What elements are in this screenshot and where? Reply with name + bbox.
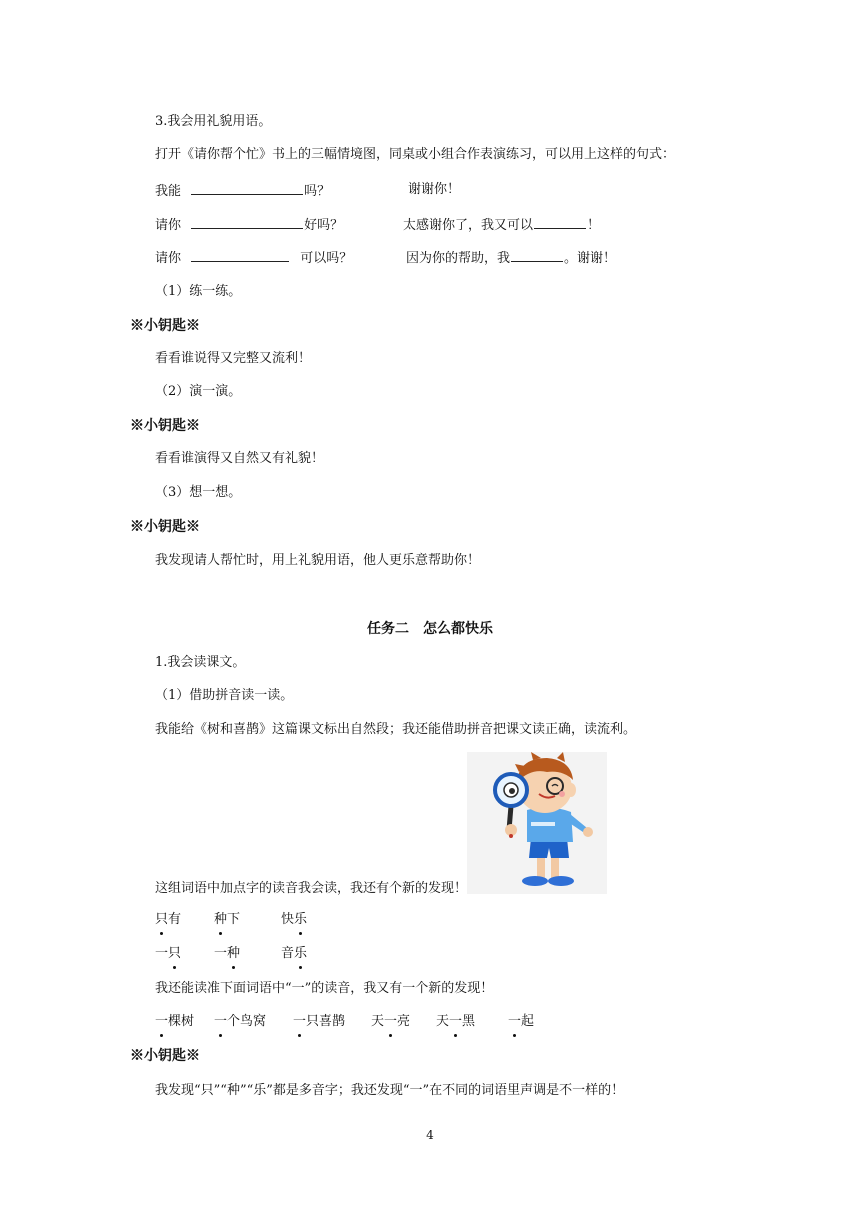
word-rest: 亮 [397, 1014, 411, 1029]
word-rest: 快 [281, 912, 295, 927]
sentence-pattern-3b [406, 248, 616, 268]
word-item [508, 1013, 534, 1031]
dotted-char: 只 [168, 946, 182, 961]
word-item [436, 1013, 475, 1031]
dotted-char: 种 [227, 946, 241, 961]
word-item [293, 1013, 345, 1031]
word-rest: 一 [155, 946, 169, 961]
paragraph: 我还能读准下面词语中“一”的读音，我又有一个新的发现！ [155, 981, 494, 996]
word-rest: 个鸟窝 [227, 1014, 267, 1029]
dotted-char: 乐 [294, 946, 308, 961]
word-rest: 天 [371, 1014, 385, 1029]
illustration [467, 752, 607, 894]
pattern-text: 我能 [155, 184, 182, 199]
step-practice: （1）练一练。 [155, 284, 242, 299]
step-think: （3）想一想。 [155, 485, 242, 500]
pattern-text: 请你 [155, 218, 182, 233]
word-item [214, 911, 240, 929]
pattern-text: 好吗？ [304, 218, 344, 233]
dotted-char: 一 [155, 1014, 169, 1029]
pattern-text: 请你 [155, 251, 182, 266]
step-read: （1）借助拼音读一读。 [155, 688, 294, 703]
fill-blank [191, 248, 289, 262]
word-rest: 一 [214, 946, 228, 961]
word-item [214, 945, 240, 963]
sentence-pattern-1a [155, 181, 330, 201]
key-label: ※小钥匙※ [130, 318, 200, 334]
paragraph: 这组词语中加点字的读音我会读，我还有个新的发现！ [155, 881, 468, 896]
sentence-pattern-1b: 谢谢你！ [408, 182, 461, 197]
key-note-2: 看看谁演得又自然又有礼貌！ [155, 451, 325, 466]
dotted-char: 一 [293, 1014, 307, 1029]
word-rest: 起 [521, 1014, 535, 1029]
pattern-text: 因为你的帮助，我 [406, 251, 511, 266]
key-note-1: 看看谁说得又完整又流利！ [155, 351, 312, 366]
dotted-char: 乐 [294, 912, 308, 927]
word-item [371, 1013, 410, 1031]
paragraph: 我能给《树和喜鹊》这篇课文标出自然段；我还能借助拼音把课文读正确，读流利。 [155, 722, 637, 737]
fill-blank [191, 215, 303, 229]
key-label: ※小钥匙※ [130, 519, 200, 535]
word-item [155, 1013, 194, 1031]
sentence-pattern-2a [155, 215, 343, 235]
sentence-pattern-3a [155, 248, 352, 268]
word-rest: 下 [227, 912, 241, 927]
pattern-text: 可以吗？ [300, 251, 353, 266]
section-heading: 1.我会读课文。 [155, 655, 246, 670]
word-item [214, 1013, 266, 1031]
pattern-text: 太感谢你了，我又可以 [403, 218, 534, 233]
intro-paragraph: 打开《请你帮个忙》书上的三幅情境图，同桌或小组合作表演练习，可以用上这样的句式： [155, 147, 676, 162]
key-note-3: 我发现请人帮忙时，用上礼貌用语，他人更乐意帮助你！ [155, 553, 481, 568]
pattern-text: 吗？ [304, 184, 331, 199]
word-rest: 有 [168, 912, 182, 927]
word-rest: 只喜鹊 [306, 1014, 346, 1029]
word-item [155, 911, 181, 929]
dotted-char: 一 [449, 1014, 463, 1029]
key-note-4: 我发现“只”“种”“乐”都是多音字；我还发现“一”在不同的词语里声调是不一样的！ [155, 1083, 625, 1098]
fill-blank [511, 248, 563, 262]
dotted-char: 只 [155, 912, 169, 927]
step-act: （2）演一演。 [155, 384, 242, 399]
key-label: ※小钥匙※ [130, 1048, 200, 1064]
word-rest: 黑 [462, 1014, 476, 1029]
fill-blank [191, 181, 303, 195]
dotted-char: 一 [384, 1014, 398, 1029]
dotted-char: 一 [508, 1014, 522, 1029]
word-item [155, 945, 181, 963]
dotted-char: 种 [214, 912, 228, 927]
section-heading: 3.我会用礼貌用语。 [155, 114, 272, 129]
word-item [281, 911, 307, 929]
key-label: ※小钥匙※ [130, 418, 200, 434]
pattern-text: ！ [587, 218, 601, 233]
word-rest: 棵树 [168, 1014, 195, 1029]
page-number: 4 [426, 1128, 434, 1142]
task-title: 任务二 怎么都快乐 [367, 621, 493, 637]
fill-blank [534, 215, 586, 229]
word-item [281, 945, 307, 963]
dotted-char: 一 [214, 1014, 228, 1029]
pattern-text: 。谢谢！ [564, 251, 617, 266]
word-rest: 音 [281, 946, 295, 961]
word-rest: 天 [436, 1014, 450, 1029]
boy-magnifier-icon [467, 752, 607, 894]
sentence-pattern-2b [403, 215, 600, 235]
